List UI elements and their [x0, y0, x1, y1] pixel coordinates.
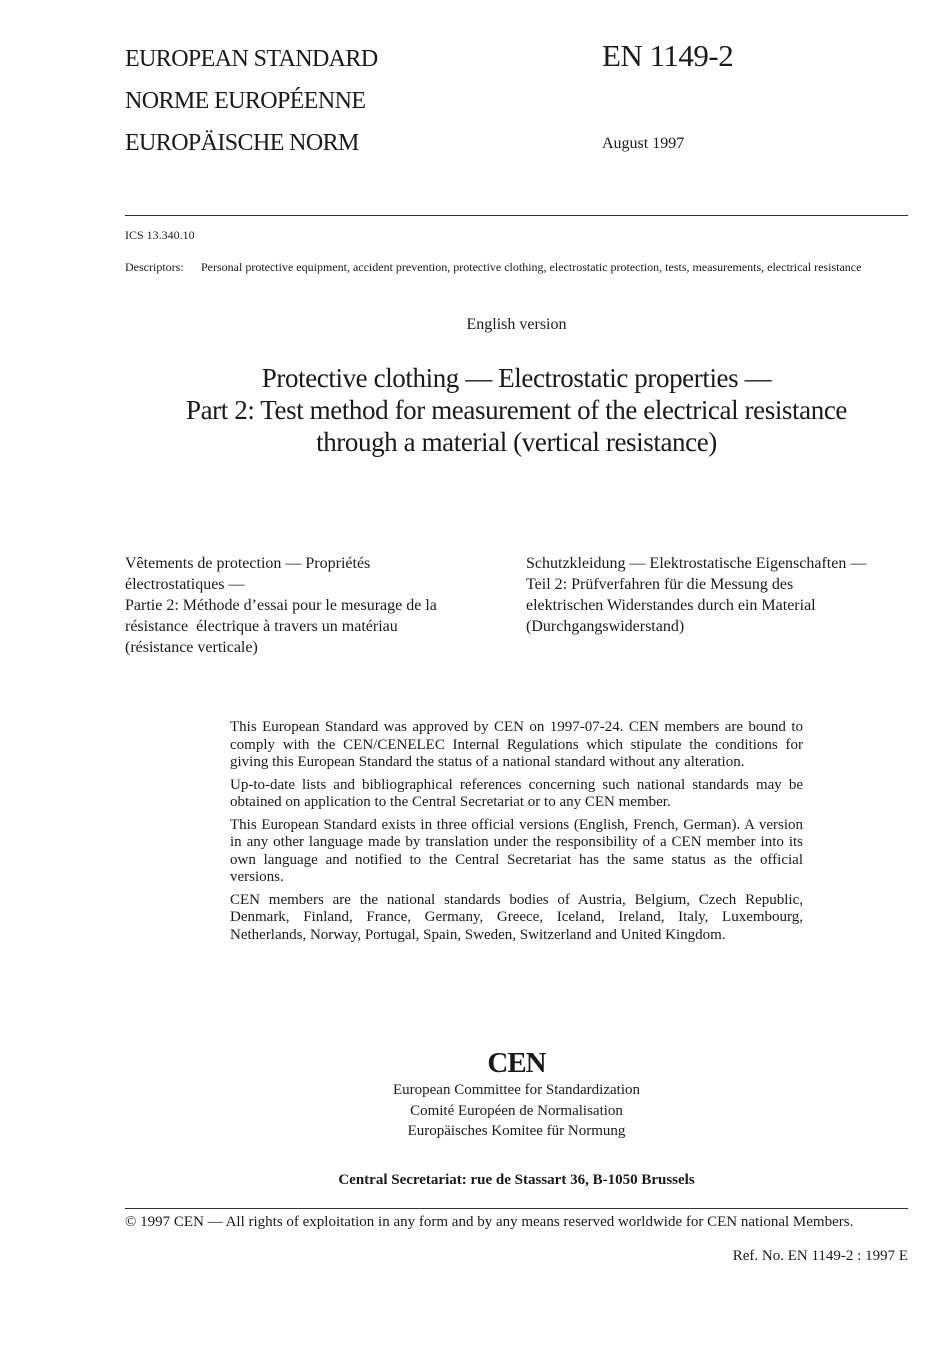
version-label: English version [466, 316, 567, 333]
french-title-line: résistance électrique à travers un matériau [125, 618, 398, 635]
title-line: Protective clothing — Electrostatic properties — [261, 363, 772, 393]
french-title-line: Partie 2: Méthode d’essai pour le mesurage de la [125, 597, 437, 614]
standard-number: EN 1149-2 [602, 38, 734, 73]
note-paragraph: CEN members are the national standards bodies of Austria, Belgium, Czech Republic, Denmark, Finland, France, Germany, Greece, Iceland, Ireland, Italy, Luxembourg, Netherlands, Norway, Portugal, Spain, Sweden, Switzerland and United Kingdom. [230, 891, 803, 943]
cen-block [125, 1046, 908, 1142]
document-title [125, 362, 908, 458]
copyright-notice: © 1997 CEN — All rights of exploitation in any form and by any means reserved worldwide for CEN national Members. [125, 1214, 854, 1230]
note-paragraph: This European Standard was approved by CEN on 1997-07-24. CEN members are bound to comply with the CEN/CENELEC Internal Regulations which stipulate the conditions for giving this European Standard the status of a national standard without any alteration. [230, 719, 803, 770]
cen-name: Comité Européen de Normalisation [410, 1102, 623, 1119]
german-title-line: Teil 2: Prüfverfahren für die Messung des [526, 576, 794, 593]
designation-french: NORME EUROPÉENNE [125, 88, 366, 114]
title-line: Part 2: Test method for measurement of the electrical resistance [185, 395, 847, 425]
french-title-line: électrostatiques — [125, 576, 245, 593]
french-title [125, 553, 495, 658]
cen-names [125, 1080, 908, 1142]
publication-date: August 1997 [602, 135, 685, 152]
title-line: through a material (vertical resistance) [316, 427, 717, 457]
german-title-line: Schutzkleidung — Elektrostatische Eigenschaften — [526, 555, 867, 572]
reference-number: Ref. No. EN 1149-2 : 1997 E [732, 1248, 908, 1264]
german-title [526, 553, 911, 637]
descriptors-text: Personal protective equipment, accident prevention, protective clothing, electrostatic protection, tests, measurements, electrical resistance [201, 260, 862, 274]
descriptors [125, 260, 908, 275]
designation-german: EUROPÄISCHE NORM [125, 130, 359, 156]
german-title-line: (Durchgangswiderstand) [526, 618, 685, 635]
designation-english: EUROPEAN STANDARD [125, 46, 378, 72]
cen-name: Europäisches Komitee für Normung [407, 1123, 626, 1139]
approval-notes [230, 719, 803, 949]
cen-name: European Committee for Standardization [392, 1082, 640, 1098]
french-title-line: (résistance verticale) [125, 639, 258, 656]
footer-divider [125, 1208, 908, 1209]
note-paragraph: This European Standard exists in three official versions (English, French, German). A version in any other language made by translation under the responsibility of a CEN member into its own language and notified to the Central Secretariat has the same status as the official versions. [230, 816, 803, 885]
descriptors-label: Descriptors: [125, 260, 184, 274]
french-title-line: Vêtements de protection — Propriétés [125, 555, 371, 572]
central-secretariat: Central Secretariat: rue de Stassart 36, B-1050 Brussels [338, 1172, 695, 1188]
note-paragraph: Up-to-date lists and bibliographical references concerning such national standards may be obtained on application to the Central Secretariat or to any CEN member. [230, 776, 803, 810]
german-title-line: elektrischen Widerstandes durch ein Material [526, 597, 816, 614]
header-divider [125, 215, 908, 216]
ics-code: ICS 13.340.10 [125, 228, 195, 242]
cen-logo: CEN [487, 1047, 546, 1079]
